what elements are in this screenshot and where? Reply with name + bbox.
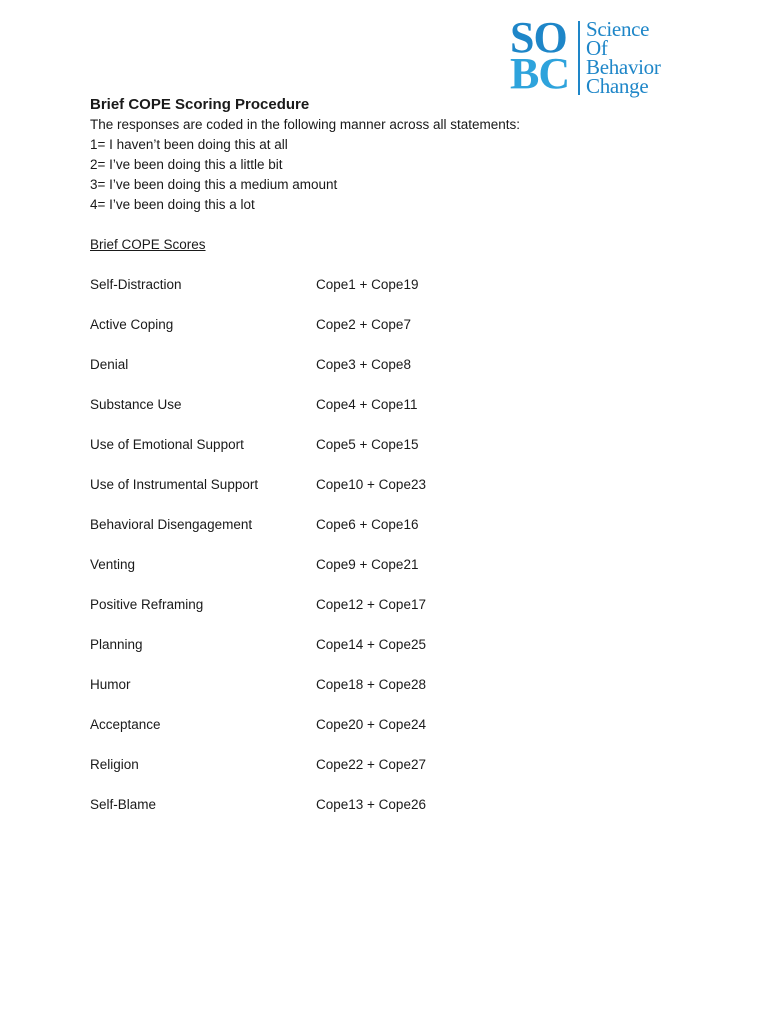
score-row: [90, 475, 690, 515]
logo-divider: [578, 21, 580, 95]
score-row: [90, 715, 690, 755]
score-name: Venting: [90, 557, 136, 572]
logo-letters-bottom: BC: [510, 49, 570, 98]
score-formula: Cope20 + Cope24: [316, 717, 426, 732]
score-row: [90, 395, 690, 435]
score-name: Religion: [90, 757, 139, 772]
score-formula: Cope6 + Cope16: [316, 517, 419, 532]
score-formula: Cope13 + Cope26: [316, 797, 426, 812]
score-formula: Cope4 + Cope11: [316, 397, 418, 412]
score-name: Active Coping: [90, 317, 174, 332]
sobc-logo: [510, 13, 680, 98]
score-name: Denial: [90, 357, 129, 372]
score-formula: Cope2 + Cope7: [316, 317, 411, 332]
score-row: [90, 435, 690, 475]
score-formula: Cope3 + Cope8: [316, 357, 411, 372]
scores-section-heading: Brief COPE Scores: [90, 237, 206, 252]
score-formula: Cope14 + Cope25: [316, 637, 426, 652]
score-row: [90, 755, 690, 795]
document-body: [90, 95, 690, 835]
intro-line: The responses are coded in the following manner across all statements:: [90, 117, 520, 132]
score-name: Planning: [90, 637, 143, 652]
logo-word-1: Science: [586, 17, 650, 41]
score-row: [90, 355, 690, 395]
score-name: Self-Distraction: [90, 277, 182, 292]
score-name: Self-Blame: [90, 797, 157, 812]
logo-word-2: Of: [586, 36, 608, 60]
score-formula: Cope12 + Cope17: [316, 597, 426, 612]
intro-line: 2= I’ve been doing this a little bit: [90, 157, 283, 172]
score-name: Substance Use: [90, 397, 182, 412]
score-formula: Cope5 + Cope15: [316, 437, 419, 452]
logo-monogram: [510, 13, 572, 98]
score-formula: Cope18 + Cope28: [316, 677, 426, 692]
score-name: Use of Instrumental Support: [90, 477, 259, 492]
response-coding-intro: [90, 115, 690, 215]
score-name: Acceptance: [90, 717, 161, 732]
intro-line: 4= I’ve been doing this a lot: [90, 197, 255, 212]
intro-line: 1= I haven’t been doing this at all: [90, 137, 288, 152]
score-formula: Cope10 + Cope23: [316, 477, 426, 492]
score-name: Behavioral Disengagement: [90, 517, 253, 532]
score-row: [90, 315, 690, 355]
score-row: [90, 635, 690, 675]
logo-letters-top: SO: [510, 13, 567, 62]
score-name: Positive Reframing: [90, 597, 204, 612]
scores-list: [90, 275, 690, 835]
score-formula: Cope9 + Cope21: [316, 557, 419, 572]
logo-word-3: Behavior: [586, 55, 661, 79]
score-row: [90, 555, 690, 595]
score-row: [90, 595, 690, 635]
score-row: [90, 275, 690, 315]
score-row: [90, 795, 690, 835]
logo-wordmark: [586, 17, 661, 98]
intro-line: 3= I’ve been doing this a medium amount: [90, 177, 338, 192]
score-name: Use of Emotional Support: [90, 437, 244, 452]
score-formula: Cope22 + Cope27: [316, 757, 426, 772]
score-name: Humor: [90, 677, 131, 692]
score-row: [90, 675, 690, 715]
score-row: [90, 515, 690, 555]
document-title: Brief COPE Scoring Procedure: [90, 96, 310, 113]
logo-word-4: Change: [586, 74, 649, 98]
score-formula: Cope1 + Cope19: [316, 277, 419, 292]
